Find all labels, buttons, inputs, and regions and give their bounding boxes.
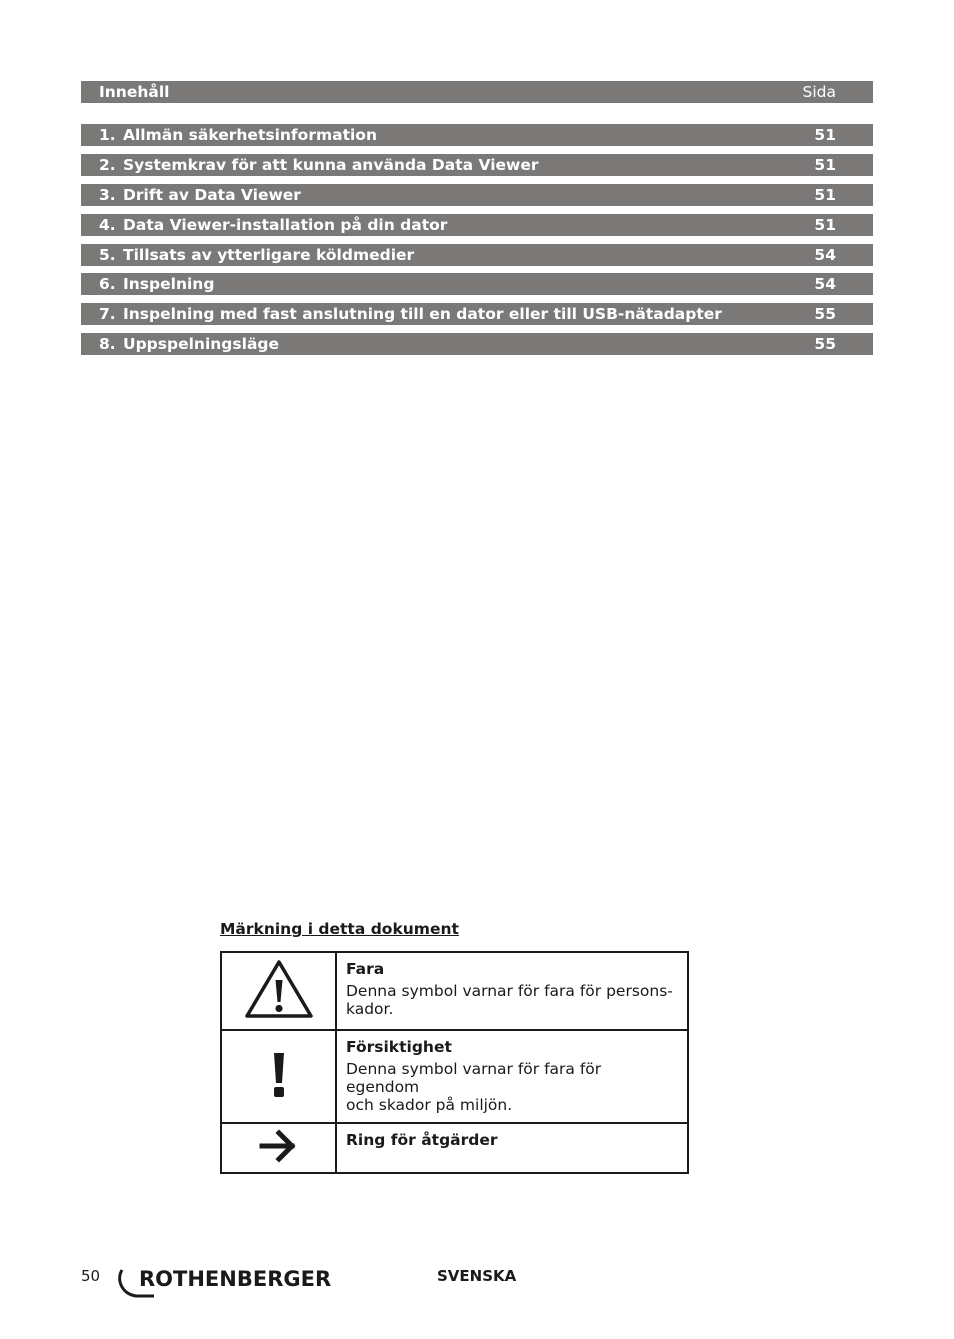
legend-table bbox=[220, 951, 689, 1174]
legend-row bbox=[221, 1030, 688, 1123]
toc-item-number: 6. bbox=[99, 275, 116, 293]
toc-item[interactable] bbox=[81, 184, 873, 206]
legend-item-desc-line1: Denna symbol varnar för fara för persons- bbox=[346, 982, 673, 1000]
toc-item-title: Inspelning bbox=[123, 275, 215, 293]
toc-item[interactable] bbox=[81, 303, 873, 325]
toc-item-page: 55 bbox=[814, 335, 836, 353]
toc-item-title: Allmän säkerhetsinformation bbox=[123, 126, 377, 144]
legend-item-desc-line1: Denna symbol varnar för fara för egendom bbox=[346, 1060, 602, 1096]
legend-text-cell bbox=[336, 1123, 688, 1173]
legend-row bbox=[221, 952, 688, 1030]
toc-item[interactable] bbox=[81, 154, 873, 176]
toc-item-number: 4. bbox=[99, 216, 116, 234]
toc-item[interactable] bbox=[81, 333, 873, 355]
warning-triangle-icon bbox=[244, 958, 314, 1020]
toc-item-title: Data Viewer-installation på din dator bbox=[123, 216, 448, 234]
toc-item-page: 51 bbox=[814, 186, 836, 204]
legend-item-title: Försiktighet bbox=[346, 1038, 452, 1056]
arrow-right-icon bbox=[259, 1128, 299, 1164]
toc-item-title: Tillsats av ytterligare köldmedier bbox=[123, 246, 415, 264]
toc-item-number: 5. bbox=[99, 246, 116, 264]
legend-icon-cell bbox=[221, 952, 336, 1030]
legend-item-desc-line2: och skador på miljön. bbox=[346, 1096, 513, 1114]
exclamation-icon bbox=[264, 1050, 294, 1100]
toc-item-page: 51 bbox=[814, 156, 836, 174]
toc-item-number: 1. bbox=[99, 126, 116, 144]
legend-item-title: Ring för åtgärder bbox=[346, 1131, 498, 1149]
toc-item-number: 3. bbox=[99, 186, 116, 204]
toc-item-title: Inspelning med fast anslutning till en dator eller till USB-nätadapter bbox=[123, 305, 722, 323]
page-number: 50 bbox=[81, 1267, 101, 1285]
toc-header-title: Innehåll bbox=[99, 83, 170, 101]
legend-title: Märkning i detta dokument bbox=[220, 920, 459, 938]
legend-icon-cell bbox=[221, 1030, 336, 1123]
toc-item[interactable] bbox=[81, 273, 873, 295]
toc-item[interactable] bbox=[81, 244, 873, 266]
toc-header-page: Sida bbox=[802, 83, 836, 101]
rothenberger-logo bbox=[116, 1264, 351, 1300]
language-label: SVENSKA bbox=[437, 1267, 517, 1285]
legend-row bbox=[221, 1123, 688, 1173]
toc-item-number: 2. bbox=[99, 156, 116, 174]
toc-item[interactable] bbox=[81, 124, 873, 146]
brand-name: ROTHENBERGER bbox=[139, 1267, 332, 1291]
legend-text-cell bbox=[336, 952, 688, 1030]
toc-item-page: 51 bbox=[814, 216, 836, 234]
legend-item-title: Fara bbox=[346, 960, 385, 978]
toc-item-page: 51 bbox=[814, 126, 836, 144]
toc-item-title: Drift av Data Viewer bbox=[123, 186, 301, 204]
toc-item-page: 55 bbox=[814, 305, 836, 323]
toc-item-number: 8. bbox=[99, 335, 116, 353]
toc-item-number: 7. bbox=[99, 305, 116, 323]
toc-header bbox=[81, 81, 873, 103]
legend-text-cell bbox=[336, 1030, 688, 1123]
toc-item-title: Systemkrav för att kunna använda Data Viewer bbox=[123, 156, 539, 174]
toc-item-page: 54 bbox=[814, 275, 836, 293]
toc-item-title: Uppspelningsläge bbox=[123, 335, 280, 353]
legend-item-desc-line2: kador. bbox=[346, 1000, 394, 1018]
toc-item-page: 54 bbox=[814, 246, 836, 264]
toc-item[interactable] bbox=[81, 214, 873, 236]
legend-icon-cell bbox=[221, 1123, 336, 1173]
